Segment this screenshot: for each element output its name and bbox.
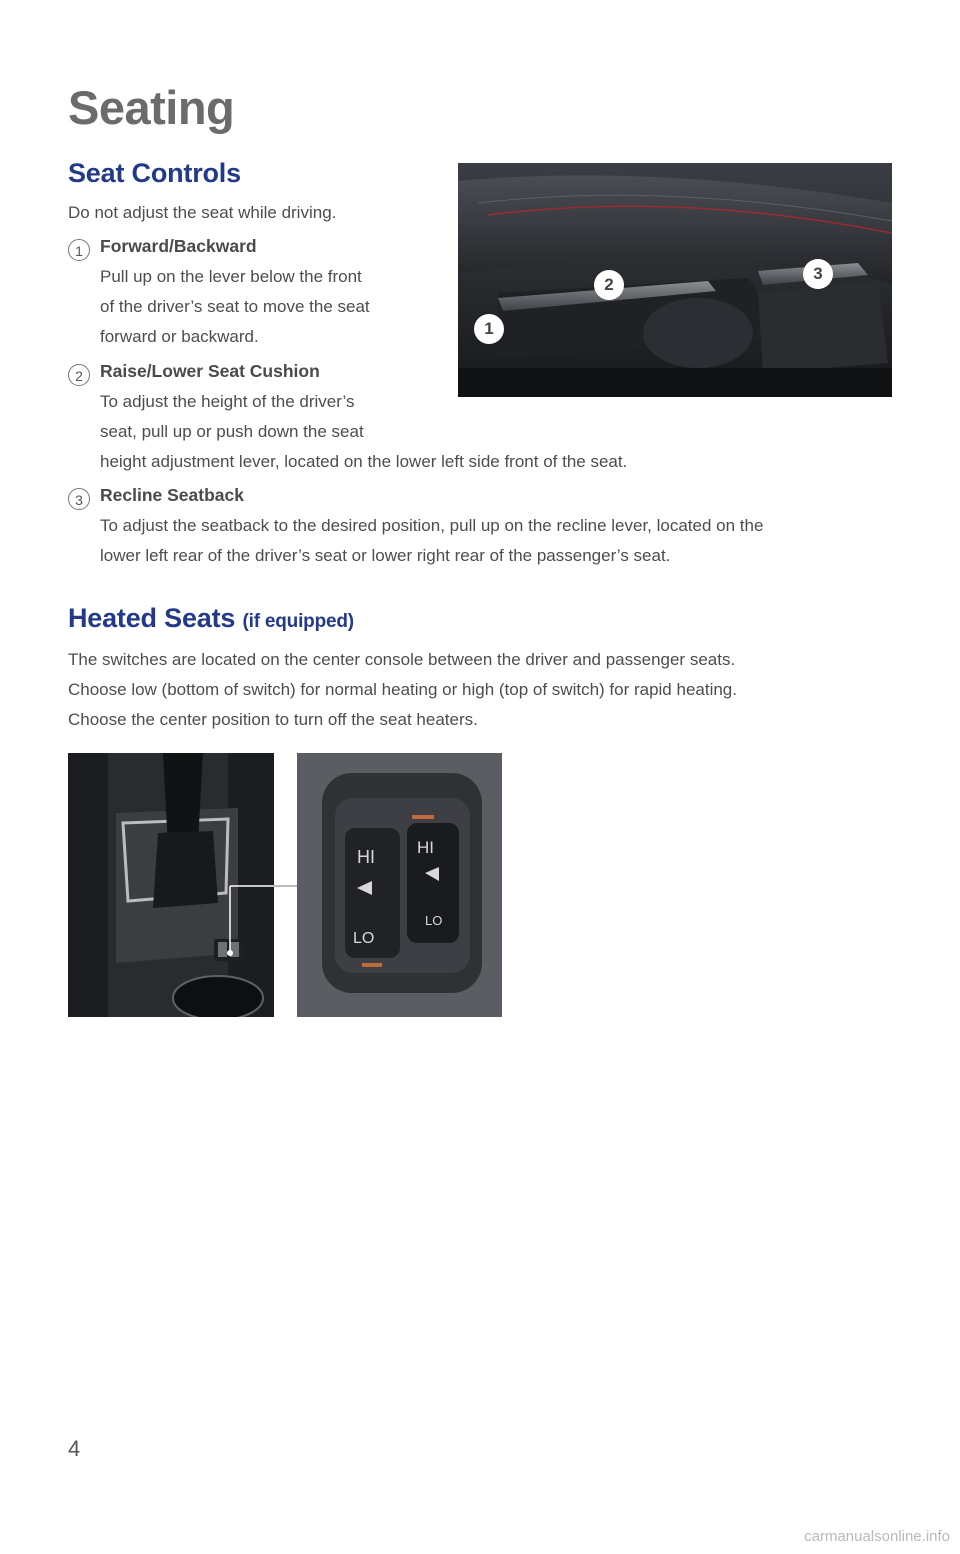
callout-1: 1 — [474, 314, 504, 344]
item-title: Raise/Lower Seat Cushion — [100, 361, 320, 381]
seat-controls-photo — [458, 163, 892, 397]
watermark: carmanualsonline.info — [804, 1528, 950, 1545]
seat-heater-switches-photo — [297, 753, 502, 1017]
heated-seats-heading-sub: (if equipped) — [242, 611, 354, 632]
desc-line: Choose low (bottom of switch) for normal heating or high (top of switch) for rapid heating. — [68, 680, 737, 699]
heated-seats-description — [68, 645, 908, 735]
item-title: Forward/Backward — [100, 236, 257, 256]
page-number: 4 — [68, 1436, 81, 1461]
callout-leader-line — [274, 885, 298, 887]
desc-line: forward or backward. — [100, 327, 259, 346]
seat-heater-switches-illustration — [297, 753, 502, 1017]
item-number-badge: 2 — [68, 364, 90, 386]
seat-controls-heading: Seat Controls — [68, 158, 241, 188]
item-title: Recline Seatback — [100, 485, 244, 505]
item-description — [100, 511, 763, 571]
center-console-illustration — [68, 753, 274, 1017]
item-number-badge: 3 — [68, 488, 90, 510]
item-description — [100, 387, 627, 477]
desc-line: To adjust the seatback to the desired position, pull up on the recline lever, located on the — [100, 516, 764, 535]
svg-text:HI: HI — [357, 847, 375, 867]
desc-line: To adjust the height of the driver’s — [100, 392, 355, 411]
center-console-photo — [68, 753, 274, 1017]
item-number-badge: 1 — [68, 239, 90, 261]
heated-seats-heading — [68, 603, 354, 634]
heated-seats-heading-text: Heated Seats — [68, 603, 236, 633]
svg-text:LO: LO — [425, 913, 443, 928]
desc-line: lower left rear of the driver’s seat or lower right rear of the passenger’s seat. — [100, 546, 671, 565]
item-description — [100, 262, 370, 352]
desc-line: Pull up on the lever below the front — [100, 267, 362, 286]
desc-line: The switches are located on the center console between the driver and passenger seats. — [68, 650, 736, 669]
svg-text:LO: LO — [353, 930, 375, 947]
callout-3: 3 — [803, 259, 833, 289]
desc-line: seat, pull up or push down the seat — [100, 422, 364, 441]
seat-controls-intro: Do not adjust the seat while driving. — [68, 203, 337, 222]
page-title: Seating — [68, 81, 235, 134]
desc-line: of the driver’s seat to move the seat — [100, 297, 370, 316]
desc-line: height adjustment lever, located on the lower left side front of the seat. — [100, 452, 628, 471]
callout-2: 2 — [594, 270, 624, 300]
desc-line: Choose the center position to turn off the seat heaters. — [68, 710, 478, 729]
seat-control-item-recline — [68, 485, 908, 565]
svg-text:HI: HI — [417, 838, 434, 857]
